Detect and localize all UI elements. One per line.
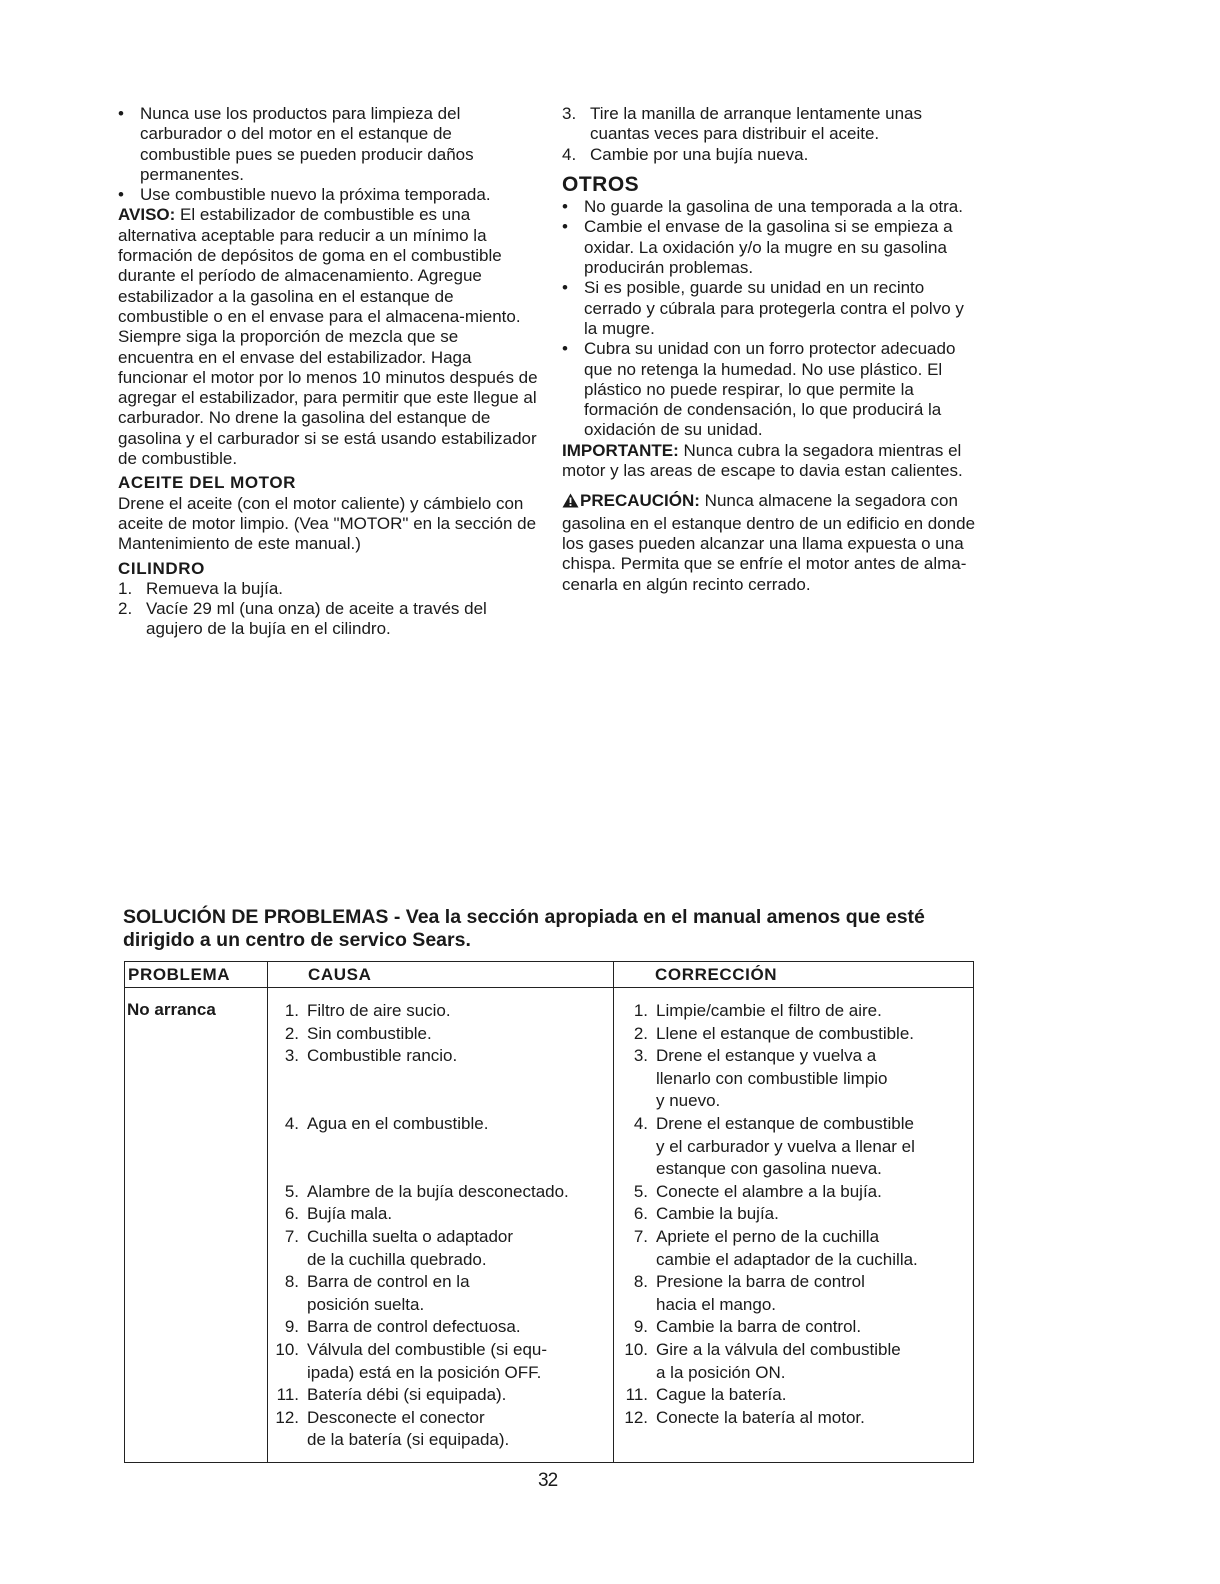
cause-text: Sin combustible. [307, 1023, 432, 1043]
importante-text: Nunca cubra la segadora mientras el motor y las areas de escape to davia estan calientes. [562, 440, 963, 481]
item-number: 7. [284, 1226, 299, 1246]
correction-text: y nuevo. [656, 1091, 721, 1111]
step-number: 4. [562, 144, 577, 164]
correction-text: hacia el mango. [656, 1294, 777, 1314]
correction-item [622, 1000, 972, 1023]
aviso-text: El estabilizador de combustible es una alternativa aceptable para reducir a un mínimo la formación de depósitos de goma en el combustible durante el período de almacenamiento. Agregue estabilizador a la gasolina en el estanque de combustible o en el envase para el almacena-miento. Siempre siga la proporción de mezcla que se encuentra en el envase del estabilizador. Haga funcionar el motor por lo menos 10 minutos después de agregar el estabilizador, para permitir que este llegue al carburador. No drene la gasolina del estanque de gasolina y el carburador si se está usando estabilizador de combustible. [118, 205, 538, 469]
item-number: 2. [633, 1023, 648, 1043]
item-number: 12. [624, 1407, 648, 1427]
cilindro-step [118, 599, 538, 640]
cause-text: de la batería (si equipada). [307, 1430, 510, 1450]
aceite-heading: ACEITE DEL MOTOR [118, 473, 297, 493]
header-divider [125, 987, 973, 988]
cause-text: Agua en el combustible. [307, 1113, 489, 1133]
aceite-text: Drene el aceite (con el motor caliente) y cámbielo con aceite de motor limpio. (Vea "MOTOR" en la sección de Mantenimiento de este manual.) [118, 493, 537, 554]
item-number: 10. [624, 1339, 648, 1359]
precaucion-label: PRECAUCIÓN: [580, 491, 700, 511]
bullet-item: • Cubra su unidad con un forro protector adecuado que no retenga la humedad. No use plástico. El plástico no puede respirar, lo que permite la formación de condensación, lo que producirá la oxidación de su unidad. [562, 339, 977, 440]
correction-text: Drene el estanque y vuelva a [656, 1046, 877, 1066]
precaucion-paragraph [562, 491, 977, 594]
cause-item [273, 1339, 613, 1384]
item-number: 1. [633, 1001, 648, 1020]
cause-item [273, 1407, 613, 1452]
item-number: 11. [276, 1385, 299, 1405]
step-number: 3. [562, 104, 577, 123]
column-divider [613, 962, 614, 1462]
cause-item [273, 1384, 613, 1407]
cause-text: Combustible rancio. [307, 1046, 458, 1066]
cause-text: Bujía mala. [307, 1204, 393, 1224]
step-text: Cambie por una bujía nueva. [590, 144, 809, 164]
correction-text: Cambie la bujía. [656, 1204, 779, 1224]
correction-item [622, 1384, 972, 1407]
right-column [562, 104, 977, 595]
cause-item [273, 1000, 613, 1023]
correction-text: llenarlo con combustible limpio [656, 1068, 888, 1088]
troubleshooting-table [124, 961, 974, 1463]
item-number: 5. [284, 1181, 299, 1201]
correction-item [622, 1023, 972, 1046]
otros-heading: OTROS [562, 172, 640, 196]
correction-item [622, 1181, 972, 1204]
item-number: 8. [633, 1272, 648, 1292]
header-problema: PROBLEMA [128, 965, 231, 984]
correction-item [622, 1316, 972, 1339]
step-number: 1. [118, 578, 133, 598]
bullet-item: • Nunca use los productos para limpieza del carburador o del motor en el estanque de combustible pues se pueden producir daños permanentes. [118, 104, 538, 185]
correction-text: y el carburador y vuelva a llenar el [656, 1136, 915, 1156]
item-number: 7. [633, 1226, 648, 1246]
cause-item [273, 1203, 613, 1226]
left-column [118, 104, 538, 640]
step-text: Remueva la bujía. [146, 578, 284, 598]
item-number: 9. [284, 1317, 299, 1337]
cilindro-step [562, 145, 977, 165]
correction-item [622, 1271, 972, 1316]
cause-item [273, 1271, 613, 1316]
correction-text: Conecte la batería al motor. [656, 1407, 865, 1427]
item-number: 1. [284, 1001, 299, 1020]
problem-cell: No arranca [127, 1000, 216, 1019]
correction-text: Gire a la válvula del combustible [656, 1339, 901, 1359]
column-divider [267, 962, 268, 1462]
troubleshooting-title: SOLUCIÓN DE PROBLEMAS - Vea la sección apropiada en el manual amenos que esté dirigido a un centro de servico Sears. [123, 906, 925, 951]
cilindro-heading: CILINDRO [118, 558, 205, 578]
correction-item [622, 1226, 972, 1271]
causes-list [273, 1000, 613, 1452]
cause-text: Barra de control defectuosa. [307, 1317, 521, 1337]
cause-text: Cuchilla suelta o adaptador [307, 1226, 514, 1246]
bullet-item: • Cambie el envase de la gasolina si se empieza a oxidar. La oxidación y/o la mugre en su gasolina producirán problemas. [562, 217, 977, 278]
item-number: 3. [284, 1046, 299, 1066]
cause-text: Desconecte el conector [307, 1407, 485, 1427]
item-number: 12. [275, 1407, 299, 1427]
cause-item [273, 1045, 613, 1113]
correction-item [622, 1045, 972, 1113]
item-number: 5. [633, 1181, 648, 1201]
item-number: 8. [284, 1272, 299, 1292]
header-correccion: CORRECCIÓN [655, 965, 778, 984]
correction-text: cambie el adaptador de la cuchilla. [656, 1249, 918, 1269]
step-number: 2. [118, 599, 133, 619]
cause-text: Batería débi (si equipada). [307, 1385, 507, 1405]
cilindro-step [562, 104, 977, 145]
correction-item [622, 1203, 972, 1226]
item-number: 4. [633, 1113, 648, 1133]
correction-text: Conecte el alambre a la bujía. [656, 1181, 882, 1201]
item-number: 10. [275, 1339, 299, 1359]
cilindro-step [118, 579, 538, 599]
cause-item [273, 1113, 613, 1181]
cause-item [273, 1226, 613, 1271]
step-text: Tire la manilla de arranque lentamente unas cuantas veces para distribuir el aceite. [590, 104, 923, 144]
bullet-item: • No guarde la gasolina de una temporada a la otra. [562, 197, 977, 217]
item-number: 3. [633, 1046, 648, 1066]
cause-item [273, 1316, 613, 1339]
cause-text: Alambre de la bujía desconectado. [307, 1181, 569, 1201]
cause-text: ipada) está en la posición OFF. [307, 1362, 542, 1382]
item-number: 6. [633, 1204, 648, 1224]
page-number: 32 [538, 1470, 558, 1491]
correction-item [622, 1339, 972, 1384]
header-causa: CAUSA [308, 965, 372, 984]
cause-text: Válvula del combustible (si equ- [307, 1339, 548, 1359]
correction-text: Drene el estanque de combustible [656, 1113, 914, 1133]
aviso-label: AVISO: [118, 205, 176, 225]
item-number: 6. [284, 1204, 299, 1224]
corrections-list [622, 1000, 972, 1452]
cause-text: posición suelta. [307, 1294, 425, 1314]
item-number: 11. [625, 1385, 648, 1405]
correction-text: Apriete el perno de la cuchilla [656, 1226, 880, 1246]
correction-item [622, 1407, 972, 1452]
cause-text: de la cuchilla quebrado. [307, 1249, 487, 1269]
bullet-item: • Si es posible, guarde su unidad en un recinto cerrado y cúbrala para protegerla contra el polvo y la mugre. [562, 278, 977, 339]
correction-text: Cambie la barra de control. [656, 1317, 862, 1337]
item-number: 4. [284, 1113, 299, 1133]
aviso-paragraph [118, 205, 538, 469]
warning-triangle-icon [562, 493, 579, 513]
precaucion-text: Nunca almacene la segadora con gasolina en el estanque dentro de un edificio en donde los gases pueden alcanzar una llama expuesta o una chispa. Permita que se enfríe el motor antes de alma-cenarla en algún recinto cerrado. [562, 491, 976, 594]
correction-text: estanque con gasolina nueva. [656, 1159, 882, 1179]
cause-text: Filtro de aire sucio. [307, 1001, 451, 1020]
cause-item [273, 1181, 613, 1204]
correction-text: Llene el estanque de combustible. [656, 1023, 915, 1043]
correction-text: Cague la batería. [656, 1385, 787, 1405]
correction-item [622, 1113, 972, 1181]
correction-text: Presione la barra de control [656, 1272, 865, 1292]
correction-text: Limpie/cambie el filtro de aire. [656, 1001, 882, 1020]
cause-text: Barra de control en la [307, 1272, 470, 1292]
step-text: Vacíe 29 ml (una onza) de aceite a través del agujero de la bujía en el cilindro. [146, 599, 487, 639]
importante-label: IMPORTANTE: [562, 440, 679, 460]
correction-text: a la posición ON. [656, 1362, 786, 1382]
item-number: 9. [633, 1317, 648, 1337]
cause-item [273, 1023, 613, 1046]
item-number: 2. [284, 1023, 299, 1043]
bullet-item: • Use combustible nuevo la próxima temporada. [118, 185, 538, 205]
importante-paragraph [562, 441, 977, 482]
